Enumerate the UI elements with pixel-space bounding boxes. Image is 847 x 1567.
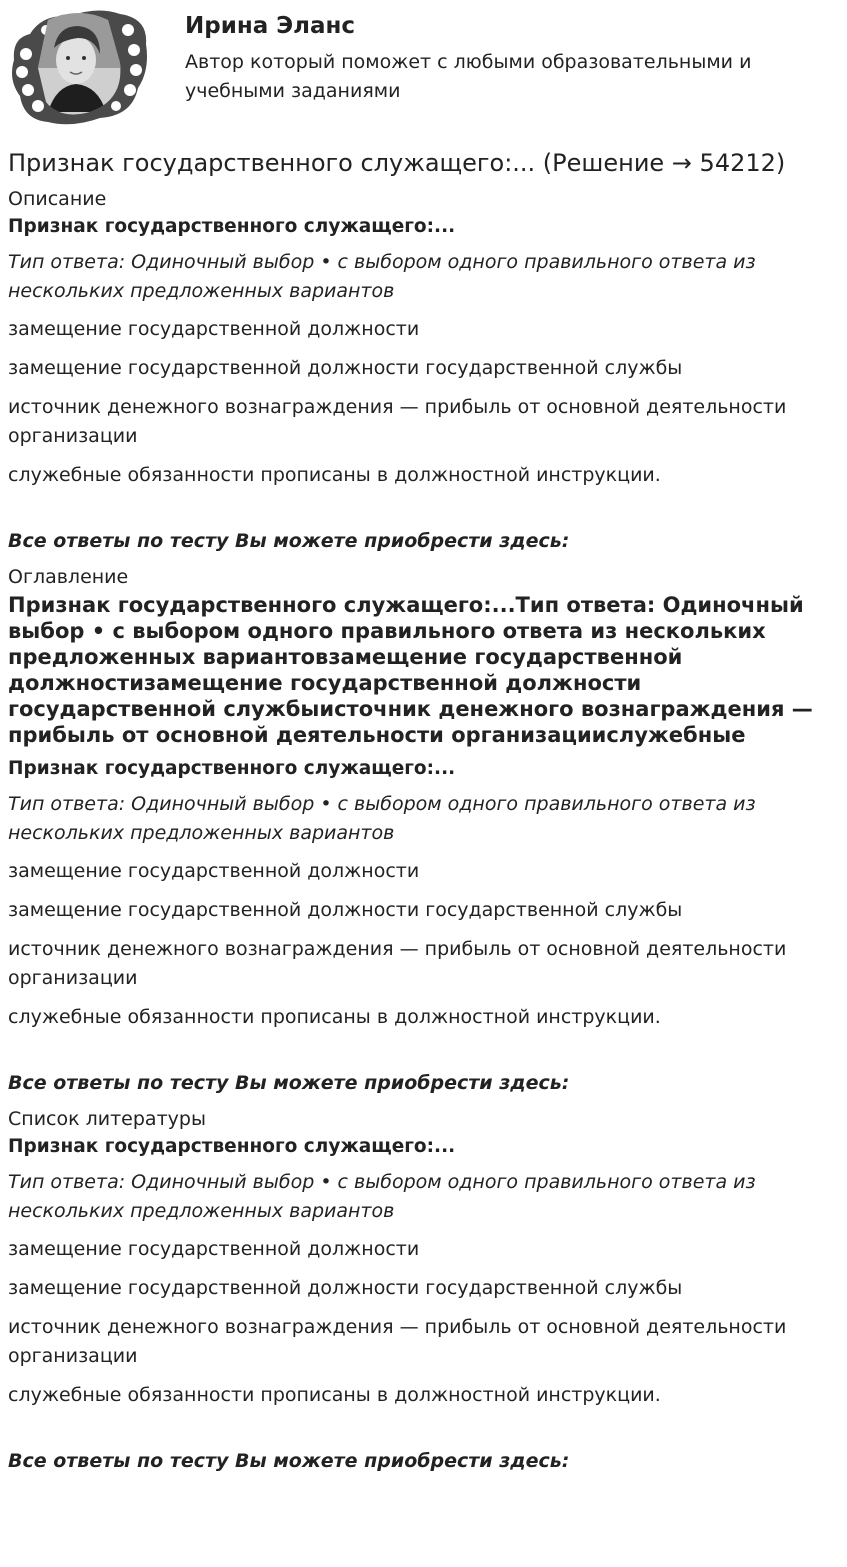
answer-type: Тип ответа: Одиночный выбор • с выбором одного правильного ответа из нескольких предложенных вариантов: [8, 793, 756, 844]
question-text: Признак государственного служащего:...: [8, 1136, 456, 1157]
answer-option: замещение государственной должности: [8, 318, 420, 340]
section-label: Оглавление: [8, 566, 129, 588]
question-text: Признак государственного служащего:...: [8, 216, 456, 237]
answer-option: замещение государственной должности государственной службы: [8, 357, 683, 379]
section-label: Список литературы: [8, 1108, 206, 1130]
answer-option: служебные обязанности прописаны в должностной инструкции.: [8, 1006, 661, 1028]
answer-option: замещение государственной должности государственной службы: [8, 1277, 683, 1299]
answer-option: замещение государственной должности государственной службы: [8, 899, 683, 921]
answer-option: источник денежного вознаграждения — прибыль от основной деятельности организации: [8, 396, 787, 447]
section-label: Описание: [8, 188, 107, 210]
answer-option: замещение государственной должности: [8, 1238, 420, 1260]
answer-option: источник денежного вознаграждения — прибыль от основной деятельности организации: [8, 1316, 787, 1367]
section-references: [8, 1106, 828, 1484]
section-description: [8, 186, 828, 564]
page-title: Признак государственного служащего:... (Решение → 54212): [8, 149, 786, 177]
answer-type: Тип ответа: Одиночный выбор • с выбором одного правильного ответа из нескольких предложенных вариантов: [8, 251, 756, 302]
author-description: Автор который поможет с любыми образовательными и учебными заданиями: [185, 51, 752, 102]
buy-answers-link[interactable]: Все ответы по тесту Вы можете приобрести здесь:: [8, 1450, 570, 1472]
answer-type: Тип ответа: Одиночный выбор • с выбором одного правильного ответа из нескольких предложенных вариантов: [8, 1171, 756, 1222]
author-name: Ирина Эланс: [185, 13, 356, 39]
answer-option: служебные обязанности прописаны в должностной инструкции.: [8, 464, 661, 486]
buy-answers-link[interactable]: Все ответы по тесту Вы можете приобрести здесь:: [8, 530, 570, 552]
author-avatar: [8, 8, 150, 126]
contents-heading: Признак государственного служащего:...Тип ответа: Одиночный выбор • с выбором одного правильного ответа из нескольких предложенных вариантовзамещение государственной должностизамещение государственной должности государственной службыисточник денежного вознаграждения — прибыль от основной деятельности организациислужебные: [8, 593, 813, 747]
answer-option: замещение государственной должности: [8, 860, 420, 882]
answer-option: служебные обязанности прописаны в должностной инструкции.: [8, 1384, 661, 1406]
section-contents: [8, 564, 828, 1106]
main-content: [8, 146, 828, 1484]
answer-option: источник денежного вознаграждения — прибыль от основной деятельности организации: [8, 938, 787, 989]
question-text: Признак государственного служащего:...: [8, 758, 456, 779]
buy-answers-link[interactable]: Все ответы по тесту Вы можете приобрести здесь:: [8, 1072, 570, 1094]
